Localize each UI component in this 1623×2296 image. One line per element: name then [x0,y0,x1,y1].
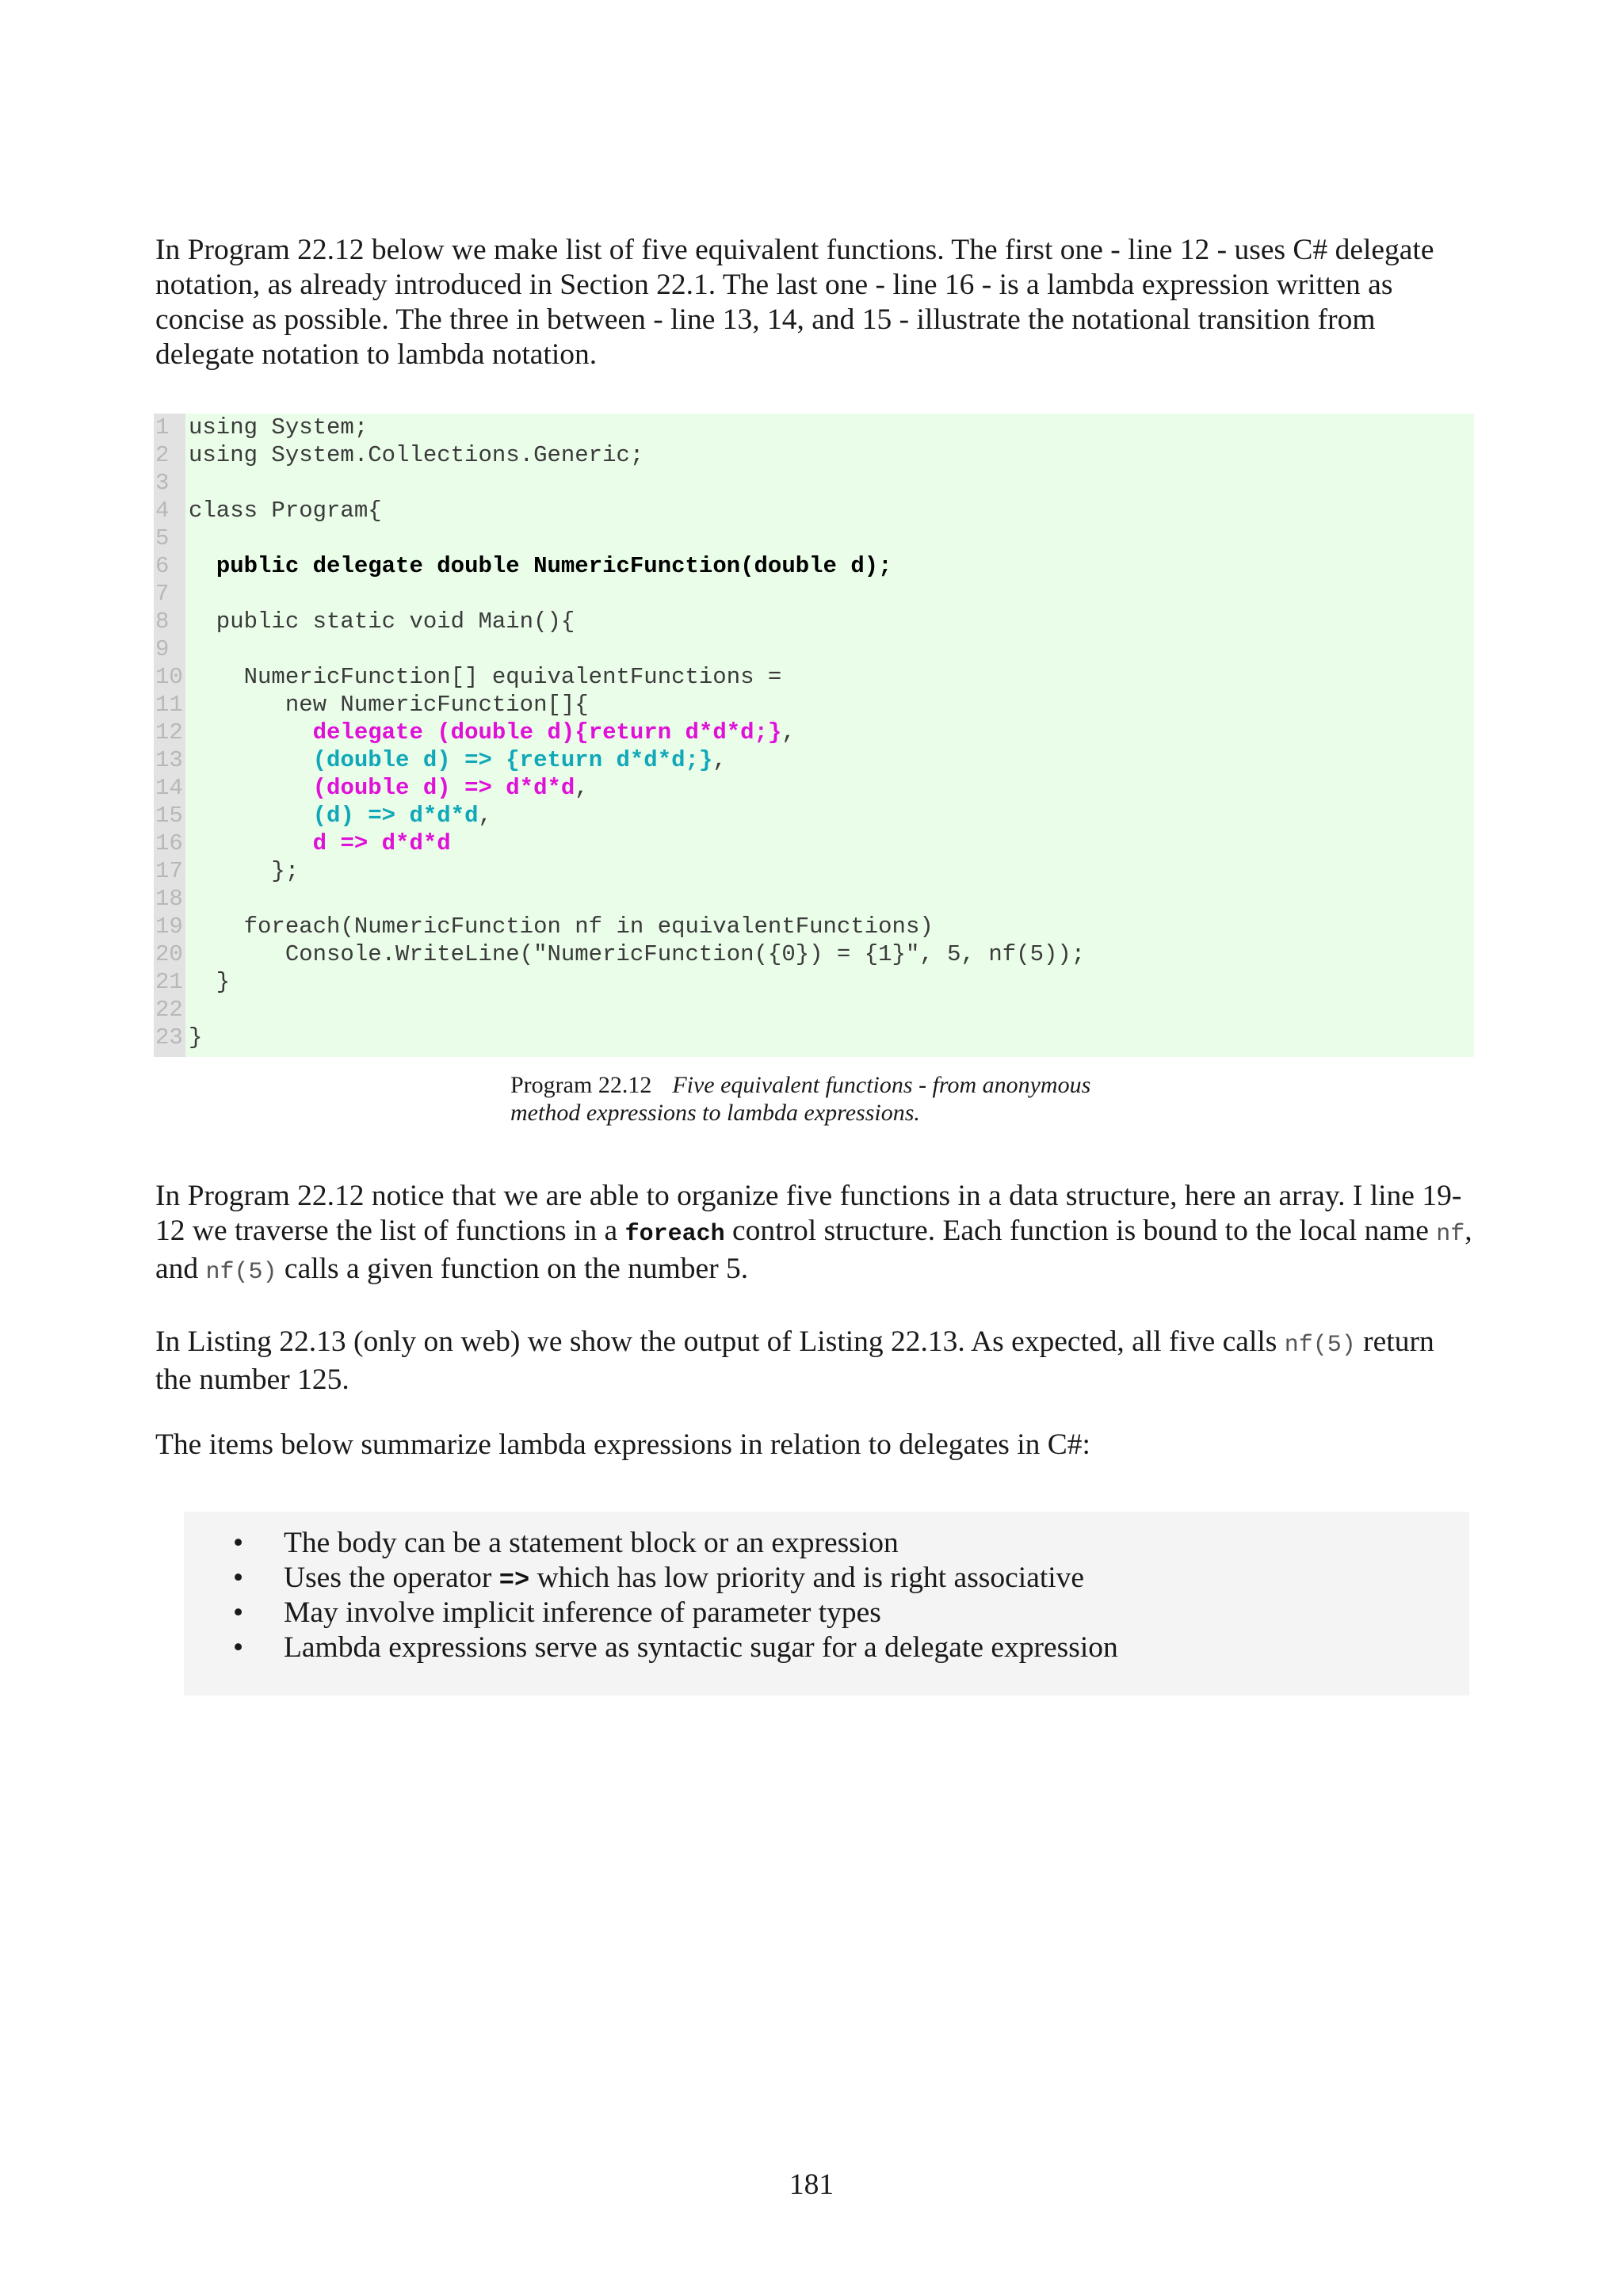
code-line [154,414,368,441]
code-text [185,636,189,662]
code-text: new NumericFunction[]{ [189,692,589,718]
code-line [154,857,299,885]
inline-code: nf [1436,1221,1465,1248]
code-line [154,691,589,719]
line-number: 11 [155,692,183,718]
code-line: 13 (double d) => {return d*d*d;}, [155,747,727,773]
summary-box: • The body can be a statement block or an expression • Uses the operator => which has low priority and is right associative • May involve implicit inference of parameter types • Lambda expressions serve as syntactic sugar for a delegate expression [184,1512,1469,1695]
line-number: 3 [155,470,170,496]
code-text: } [189,1024,203,1051]
code-text: using System; [189,414,369,441]
inline-code: => [498,1566,530,1595]
lambda-concise-expression: d => d*d*d [312,830,451,856]
code-text: class Program{ [189,498,382,524]
line-number: 17 [155,858,183,884]
code-line [154,497,382,524]
line-number: 18 [155,886,183,912]
line-number: 13 [155,747,183,773]
line-number: 19 [155,913,183,940]
code-line [154,830,451,857]
delegate-declaration: public delegate double NumericFunction(double d); [216,553,892,579]
code-line: 12 delegate (double d){return d*d*d;}, [155,719,796,746]
lambda-typed-expression: (double d) => d*d*d [312,775,575,801]
code-text [185,997,189,1023]
code-text: using System.Collections.Generic; [189,442,644,468]
line-number: 5 [155,525,170,551]
page-number: 181 [789,2168,834,2201]
inline-code: nf(5) [1284,1332,1356,1359]
code-text: foreach(NumericFunction nf in equivalentFunctions) [189,913,934,940]
line-number: 6 [155,553,170,579]
code-text: }; [189,858,300,884]
line-number: 8 [155,608,170,635]
code-text: public static void Main(){ [189,608,575,635]
code-line [154,663,781,691]
line-number: 22 [155,997,183,1023]
inline-code: foreach [624,1221,725,1248]
line-number: 10 [155,664,183,690]
code-line: 15 (d) => d*d*d, [155,803,492,829]
code-listing [154,414,1474,1057]
inline-code: nf(5) [205,1259,277,1286]
code-text [185,581,189,607]
summary-intro: The items below summarize lambda expressions in relation to delegates in C#: [155,1428,1090,1461]
code-line [154,1024,202,1051]
code-line [154,441,643,469]
line-number: 14 [155,775,183,801]
line-number: 1 [155,414,170,441]
code-line [154,913,934,940]
line-number: 7 [155,581,170,607]
code-line [154,469,189,497]
line-number: 23 [155,1024,183,1051]
array-paragraph: In Program 22.12 notice that we are able to organize five functions in a data structure, here an array. I line 19-12 we traverse the list of functions in a foreach control structure. Each function is bound to the local name nf, and nf(5) calls a given function on the number 5. [155,1180,1472,1286]
code-text: Console.WriteLine("NumericFunction({0}) = {1}", 5, nf(5)); [189,941,1086,967]
intro-paragraph: In Program 22.12 below we make list of five equivalent functions. The first one - line 12 - uses C# delegate notation, as already introduced in Section 22.1. The last one - line 16 - is a lambda expression written as concise as possible. The three in between - line 13, 14, and 15 - illustrate the notational transition from delegate notation to lambda notation. [155,234,1434,371]
code-line [154,940,1085,968]
line-number: 21 [155,969,183,995]
code-text [185,886,189,912]
code-text [185,470,189,496]
code-line [154,524,189,552]
code-line [154,885,189,913]
caption-label: Program 22.12 [510,1072,652,1098]
code-line [154,635,189,663]
code-line: 14 (double d) => d*d*d, [155,775,589,801]
line-number: 2 [155,442,170,468]
line-number: 20 [155,941,183,967]
code-line [154,968,230,996]
line-number: 15 [155,803,183,829]
lambda-parenthesized-expression: (d) => d*d*d [312,803,479,829]
code-line [154,580,189,608]
lambda-statement-block: (double d) => {return d*d*d;} [312,747,713,773]
line-number: 9 [155,636,170,662]
code-line [154,608,575,635]
line-number: 4 [155,498,170,524]
code-text [185,525,189,551]
caption-text: Five equivalent functions - from anonymous [672,1072,1091,1098]
code-text: NumericFunction[] equivalentFunctions = [189,664,782,690]
code-line [154,552,892,580]
code-line [154,996,189,1024]
caption-text: method expressions to lambda expressions. [510,1100,920,1126]
output-paragraph: In Listing 22.13 (only on web) we show the output of Listing 22.13. As expected, all five calls nf(5) return the number 125. [155,1325,1434,1396]
line-number: 16 [155,830,183,856]
code-text: } [189,969,231,995]
program-caption [510,1071,1224,1127]
line-number: 12 [155,719,183,746]
delegate-expression: delegate (double d){return d*d*d;} [312,719,782,746]
